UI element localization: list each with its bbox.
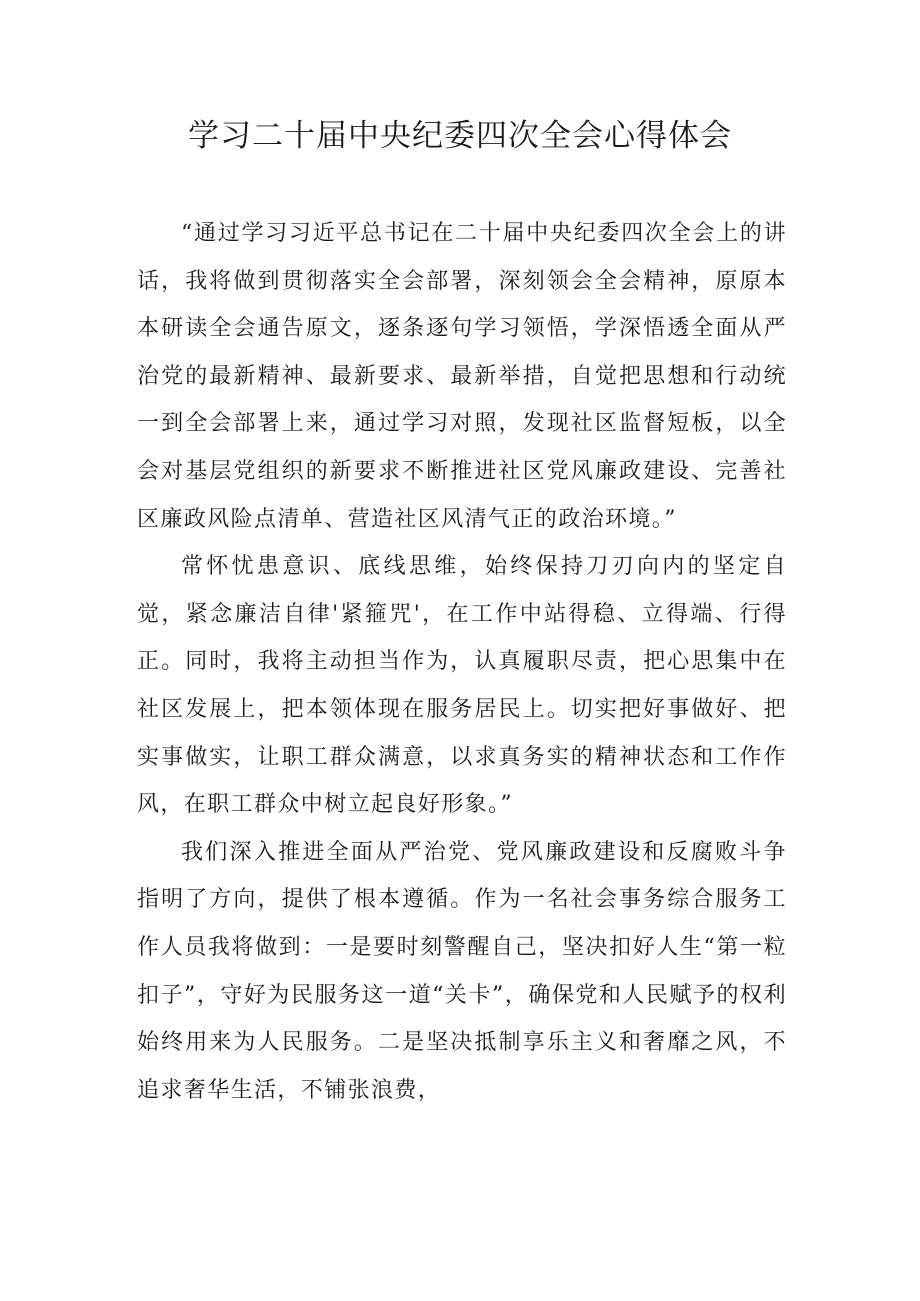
paragraph-1: “通过学习习近平总书记在二十届中央纪委四次全会上的讲话，我将做到贯彻落实全会部署，深刻领会全会精神，原原本本研读全会通告原文，逐条逐句学习领悟，学深悟透全面从严治党的最新精神、最新要求、最新举措，自觉把思想和行动统一到全会部署上来，通过学习对照，发现社区监督短板，以全会对基层党组织的新要求不断推进社区党风廉政建设、完善社区廉政风险点清单、营造社区风清气正的政治环境。” (137, 221, 787, 532)
paragraph-2: 常怀忧患意识、底线思维，始终保持刀刃向内的坚定自觉，紧念廉洁自律'紧箍咒'，在工作中站得稳、立得端、行得正。同时，我将主动担当作为，认真履职尽责，把心思集中在社区发展上，把本领体现在服务居民上。切实把好事做好、把实事做实，让职工群众满意，以求真务实的精神状态和工作作风，在职工群众中树立起良好形象。” (137, 554, 787, 818)
document-body (137, 210, 787, 1114)
paragraph-3: 我们深入推进全面从严治党、党风廉政建设和反腐败斗争指明了方向，提供了根本遵循。作为一名社会事务综合服务工作人员我将做到：一是要时刻警醒自己，坚决扣好人生“第一粒扣子”，守好为民服务这一道“关卡”，确保党和人民赋予的权利始终用来为人民服务。二是坚决抵制享乐主义和奢靡之风，不追求奢华生活，不铺张浪费， (137, 839, 787, 1103)
document-title: 学习二十届中央纪委四次全会心得体会 (188, 118, 732, 154)
